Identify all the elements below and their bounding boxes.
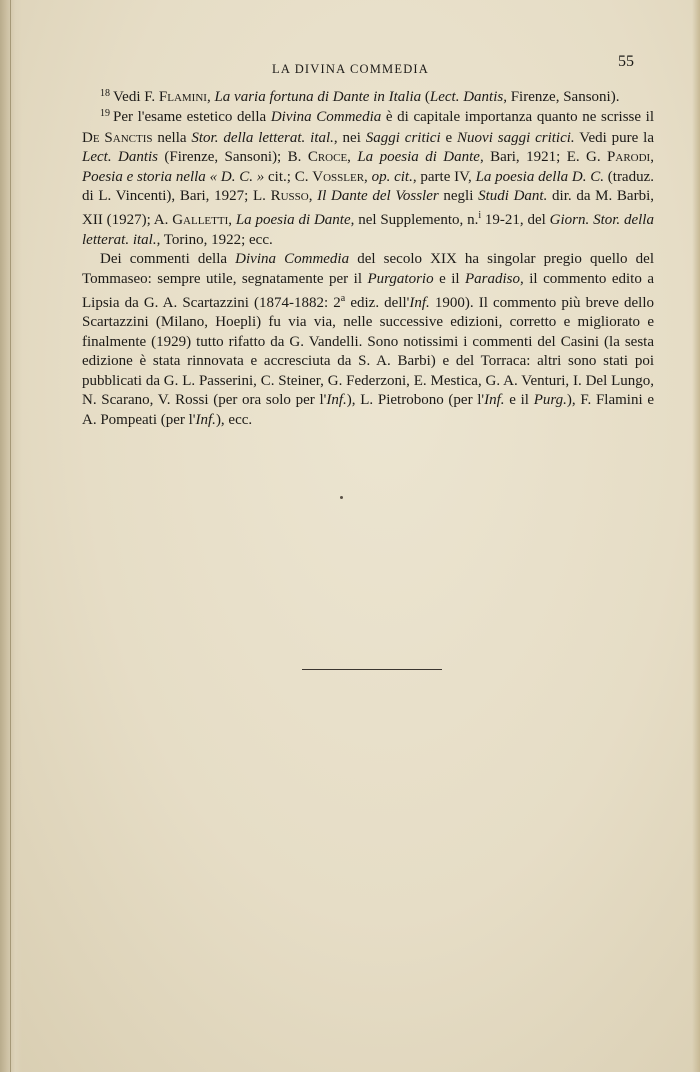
superscript-text: i — [478, 210, 482, 222]
author-name: De Sanctis — [82, 129, 153, 146]
text-run: ), L. Pietrobono (per l' — [346, 392, 485, 409]
text-run: , parte IV, — [412, 168, 476, 185]
italic-text: La varia fortuna di Dante in Italia — [214, 89, 422, 105]
footnote-body — [113, 89, 619, 105]
author-name: Parodi — [607, 149, 651, 166]
text-run: , — [650, 149, 654, 166]
italic-text: Divina Commedia — [270, 109, 382, 126]
text-run: Dei commenti della — [100, 251, 236, 268]
text-run: e il — [504, 392, 534, 409]
running-title: LA DIVINA COMMEDIA — [272, 62, 430, 76]
text-run: ), ecc. — [215, 411, 253, 428]
paper-speck — [340, 496, 343, 499]
text-run: , — [206, 89, 215, 105]
superscript-text: a — [340, 293, 346, 305]
text-run: e il — [433, 270, 466, 287]
author-name: Flamini — [158, 89, 207, 105]
italic-text: Poesia e storia nella « D. C. » — [82, 168, 265, 185]
section-end-rule — [302, 669, 442, 670]
page-edge-shadow — [692, 0, 700, 1072]
author-name: Croce — [307, 149, 348, 166]
italic-text: op. cit. — [371, 168, 413, 185]
italic-text: Inf. — [409, 295, 430, 312]
text-run: , — [347, 149, 358, 166]
text-run: e — [440, 129, 458, 146]
text-run: negli — [438, 188, 479, 205]
footnote-number: 18 — [100, 88, 110, 99]
page-text — [82, 88, 654, 430]
paragraph-body — [82, 251, 654, 427]
text-run: , il commento edito a Lipsia da G. A. Scartazzini (1874-1882: 2 — [82, 270, 654, 312]
italic-text: Divina Commedia — [235, 251, 350, 268]
italic-text: Nuovi saggi critici. — [457, 129, 575, 146]
text-run: Vedi F. — [113, 89, 159, 105]
italic-text: Inf. — [484, 392, 505, 409]
text-run: , — [364, 168, 372, 185]
author-name: Vossler — [312, 168, 365, 185]
italic-text: Saggi critici — [365, 129, 441, 146]
text-run: , Torino, 1922; ecc. — [156, 231, 273, 248]
italic-text: Purg. — [533, 392, 567, 409]
text-run: 1900). Il commento più breve dello Scartazzini (Milano, Hoepli) fu via via, nelle successive edizioni, corretto e migliorato e finalmente (1929) tutto rifatto da G. Vandelli. Sono notissimi i commenti del Casini (la sesta edizione è stata rinnovata e accresciuta da S. A. Barbi) e del Torraca: altri sono stati poi pubblicati da G. L. Passerini, C. Steiner, G. Federzoni, E. Mestica, G. A. Venturi, I. Del Lungo, N. Scarano, V. Rossi (per ora solo per l' — [82, 295, 654, 409]
text-run: Vedi pure la — [574, 129, 654, 146]
italic-text: Lect. Dantis — [429, 89, 504, 105]
italic-text: Inf. — [326, 392, 347, 409]
italic-text: Studi Dant. — [478, 188, 548, 205]
text-run: (traduz. di L. Vincenti), Bari, 1927; L. — [82, 168, 654, 205]
italic-text: Il Dante del Vossler — [317, 188, 439, 205]
italic-text: Inf. — [195, 411, 216, 428]
italic-text: Stor. della letterat. ital. — [191, 129, 334, 146]
text-run: cit.; C. — [264, 168, 313, 185]
author-name: Russo — [270, 188, 309, 205]
italic-text: Giorn. Stor. della letterat. ital. — [82, 212, 654, 248]
binding-fold-line — [10, 0, 11, 1072]
footnote-18 — [82, 88, 654, 108]
italic-text: Paradiso — [465, 270, 521, 287]
text-run: nella — [152, 129, 192, 146]
page-number: 55 — [618, 53, 634, 70]
text-run: , Bari, 1921; E. G. — [479, 149, 608, 166]
text-run: Per l'esame estetico della — [113, 109, 271, 126]
text-run: , nei — [333, 129, 366, 146]
footnote-number: 19 — [100, 108, 110, 120]
italic-text: La poesia di Dante — [357, 149, 480, 166]
text-run: , — [228, 212, 236, 229]
footnote-19 — [82, 108, 654, 250]
text-run: del secolo XIX ha singolar pregio quello del Tommaseo: sempre utile, segnatamente per il — [82, 251, 654, 287]
text-run: dir. da M. Barbi, XII (1927); A. — [82, 188, 655, 229]
text-run: 19-21, del — [481, 212, 550, 229]
text-run: , Firenze, Sansoni). — [503, 89, 620, 105]
text-run: è di capitale importanza quanto ne scrisse il — [381, 109, 654, 126]
italic-text: La poesia della D. C. — [475, 168, 604, 185]
italic-text: Lect. Dantis — [82, 149, 158, 166]
author-name: Galletti — [172, 212, 229, 229]
italic-text: La poesia di Dante — [235, 212, 351, 229]
body-paragraph — [82, 250, 654, 430]
text-run: , — [308, 188, 318, 205]
italic-text: Purgatorio — [367, 270, 434, 287]
text-run: , nel Supplemento, n. — [350, 212, 479, 229]
footnote-body — [82, 109, 654, 247]
page-binding-shadow — [0, 0, 22, 1072]
text-run: ediz. dell' — [345, 295, 410, 312]
text-run: ), F. Flamini e A. Pompeati (per l' — [82, 392, 654, 428]
text-run: ( — [421, 89, 430, 105]
text-run: (Firenze, Sansoni); B. — [158, 149, 308, 166]
